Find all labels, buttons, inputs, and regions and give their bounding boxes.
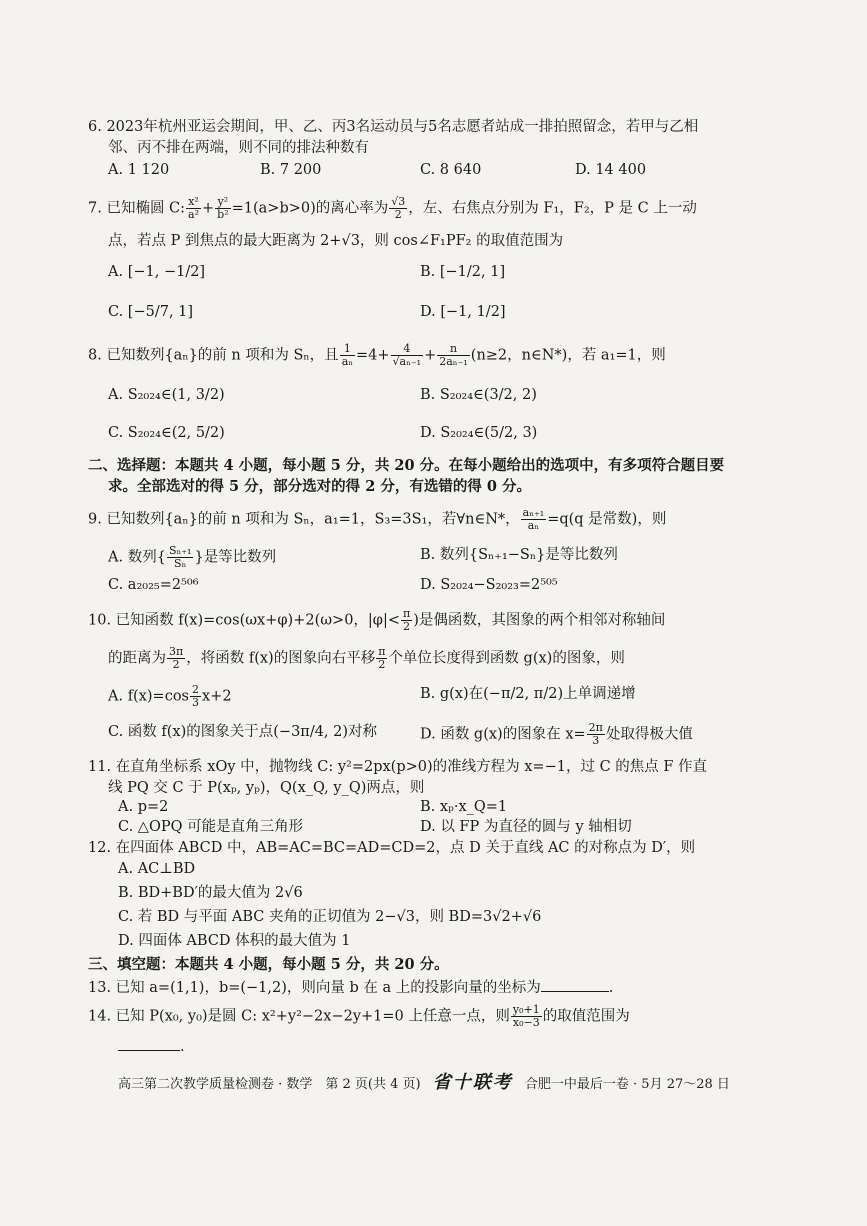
q7-stem-line1: 7. 已知椭圆 C: $\frac{\text{x²}}{\text{a²}}$ + $\frac{\text{y²}}{\text{b²}}$ =1(a>b>0)的离心率为 $\frac{√3}{2}$ ，左、右焦点分别为 F₁，F₂，P 是 C 上一动	[88, 195, 697, 221]
q8-option-d: D. S₂₀₂₄∈(5/2, 3)	[420, 425, 538, 441]
q10-option-a: A. f(x)=cos $\frac{2}{3}$ x+2	[108, 683, 232, 709]
q11-stem-line2: 线 PQ 交 C 于 P(xₚ, yₚ)，Q(x_Q, y_Q)两点，则	[108, 780, 425, 796]
q9-option-c: C. a₂₀₂₅=2⁵⁰⁶	[108, 577, 199, 593]
q7-option-c: C. [−5/7, 1]	[108, 304, 194, 320]
q10-stem-line2: 的距离为 $\frac{3\pi}{2}$ ，将函数 f(x)的图象向右平移 $\frac{\pi}{2}$ 个单位长度得到函数 g(x)的图象，则	[108, 645, 625, 671]
q12-option-b: B. BD+BD′的最大值为 2√6	[118, 885, 303, 901]
section-3-heading: 三、填空题：本题共 4 小题，每小题 5 分，共 20 分。	[88, 956, 449, 973]
footer-exam-info: 高三第二次教学质量检测卷 · 数学 第 2 页(共 4 页)	[118, 1077, 421, 1092]
fraction: $\frac{n}{\text{2aₙ₋₁}}$	[439, 342, 468, 368]
fraction: $\frac{\text{y²}}{\text{b²}}$	[217, 195, 229, 221]
footer-brand-logo: 省十联考	[432, 1072, 513, 1093]
q12-option-d: D. 四面体 ABCD 体积的最大值为 1	[118, 933, 351, 949]
q12-option-c: C. 若 BD 与平面 ABC 夹角的正切值为 2−√3，则 BD=3√2+√6	[118, 909, 542, 925]
answer-blank[interactable]	[118, 1036, 180, 1051]
q7-stem-line2: 点，若点 P 到焦点的最大距离为 2+√3，则 cos∠F₁PF₂ 的取值范围为	[108, 233, 564, 249]
section-2-instructions: 求。全部选对的得 5 分，部分选对的得 2 分，有选错的得 0 分。	[108, 478, 532, 495]
q7-option-d: D. [−1, 1/2]	[420, 304, 506, 320]
q9-option-d: D. S₂₀₂₄−S₂₀₂₃=2⁵⁰⁵	[420, 577, 558, 593]
fraction: $\frac{2\pi}{3}$	[588, 721, 603, 747]
q11-option-c: C. △OPQ 可能是直角三角形	[118, 819, 304, 835]
q6-option-d: D. 14 400	[575, 162, 647, 178]
fraction: $\frac{1}{\text{aₙ}}$	[341, 342, 354, 368]
q14-stem-line2: .	[118, 1036, 185, 1057]
q12-stem: 12. 在四面体 ABCD 中，AB=AC=BC=AD=CD=2，点 D 关于直线 AC 的对称点为 D′，则	[88, 840, 696, 856]
q12-option-a: A. AC⊥BD	[118, 861, 196, 877]
page-footer	[118, 1068, 730, 1094]
fraction: $\frac{\text{y₀+1}}{\text{x₀−3}}$	[512, 1003, 540, 1029]
footer-school-date: 合肥一中最后一卷 · 5月 27～28 日	[524, 1077, 730, 1092]
q9-stem: 9. 已知数列{aₙ}的前 n 项和为 Sₙ，a₁=1，S₃=3S₁，若∀n∈N*， $\frac{\text{aₙ₊₁}}{\text{aₙ}}$ =q(q 是常数)，则	[88, 506, 667, 532]
q11-option-d: D. 以 FP 为直径的圆与 y 轴相切	[420, 819, 632, 835]
q11-option-b: B. xₚ·x_Q=1	[420, 799, 508, 815]
q11-option-a: A. p=2	[118, 799, 169, 815]
fraction: $\frac{\pi}{2}$	[378, 645, 386, 671]
q8-stem-line1: 8. 已知数列{aₙ}的前 n 项和为 Sₙ，且 $\frac{1}{\text{aₙ}}$ =4+ $\frac{4}{\text{√aₙ₋₁}}$ + $\frac{n}{\text{2aₙ₋₁}}$ (n≥2，n∈N*)，若 a₁=1，则	[88, 342, 666, 368]
q8-option-c: C. S₂₀₂₄∈(2, 5/2)	[108, 425, 225, 441]
q11-stem-line1: 11. 在直角坐标系 xOy 中，抛物线 C: y²=2px(p>0)的准线方程为 x=−1，过 C 的焦点 F 作直	[88, 759, 708, 775]
q7-option-b: B. [−1/2, 1]	[420, 264, 506, 280]
q7-option-a: A. [−1, −1/2]	[108, 264, 206, 280]
q10-option-d: D. 函数 g(x)的图象在 x= $\frac{2\pi}{3}$ 处取得极大值	[420, 721, 693, 747]
section-2-heading: 二、选择题：本题共 4 小题，每小题 5 分，共 20 分。在每小题给出的选项中，有多项符合题目要	[88, 457, 725, 474]
fraction: $\frac{\text{x²}}{\text{a²}}$	[188, 195, 200, 221]
q10-option-b: B. g(x)在(−π/2, π/2)上单调递增	[420, 686, 636, 702]
q6-stem-line2: 邻、丙不排在两端，则不同的排法种数有	[108, 140, 369, 156]
fraction: $\frac{3\pi}{2}$	[169, 645, 184, 671]
q13-stem: 13. 已知 a=(1,1)，b=(−1,2)，则向量 b 在 a 上的投影向量的坐标为 .	[88, 977, 613, 998]
q10-option-c: C. 函数 f(x)的图象关于点(−3π/4, 2)对称	[108, 724, 378, 740]
fraction: $\frac{2}{3}$	[192, 683, 199, 709]
q6-stem-line1: 6. 2023年杭州亚运会期间，甲、乙、丙3名运动员与5名志愿者站成一排拍照留念，若甲与乙相	[88, 119, 699, 135]
q6-option-c: C. 8 640	[420, 162, 482, 178]
q9-option-b: B. 数列{Sₙ₊₁−Sₙ}是等比数列	[420, 547, 618, 563]
fraction: $\frac{√3}{2}$	[391, 195, 406, 221]
q10-stem-line1: 10. 已知函数 f(x)=cos(ωx+φ)+2(ω>0，|φ|< $\frac{\pi}{2}$ )是偶函数，其图象的两个相邻对称轴间	[88, 607, 666, 633]
fraction: $\frac{\text{Sₙ₊₁}}{\text{Sₙ}}$	[168, 544, 192, 570]
fraction: $\frac{\pi}{2}$	[403, 607, 411, 633]
q8-option-b: B. S₂₀₂₄∈(3/2, 2)	[420, 387, 537, 403]
fraction: $\frac{\text{aₙ₊₁}}{\text{aₙ}}$	[522, 506, 545, 532]
answer-blank[interactable]	[541, 977, 609, 992]
q9-option-a: A. 数列{ $\frac{\text{Sₙ₊₁}}{\text{Sₙ}}$ }是等比数列	[108, 544, 277, 570]
q6-option-a: A. 1 120	[108, 162, 170, 178]
q6-option-b: B. 7 200	[260, 162, 322, 178]
fraction: $\frac{4}{\text{√aₙ₋₁}}$	[392, 342, 422, 368]
q8-option-a: A. S₂₀₂₄∈(1, 3/2)	[108, 387, 225, 403]
q14-stem-line1: 14. 已知 P(x₀, y₀)是圆 C: x²+y²−2x−2y+1=0 上任意一点，则 $\frac{\text{y₀+1}}{\text{x₀−3}}$ 的取值范围为	[88, 1003, 630, 1029]
